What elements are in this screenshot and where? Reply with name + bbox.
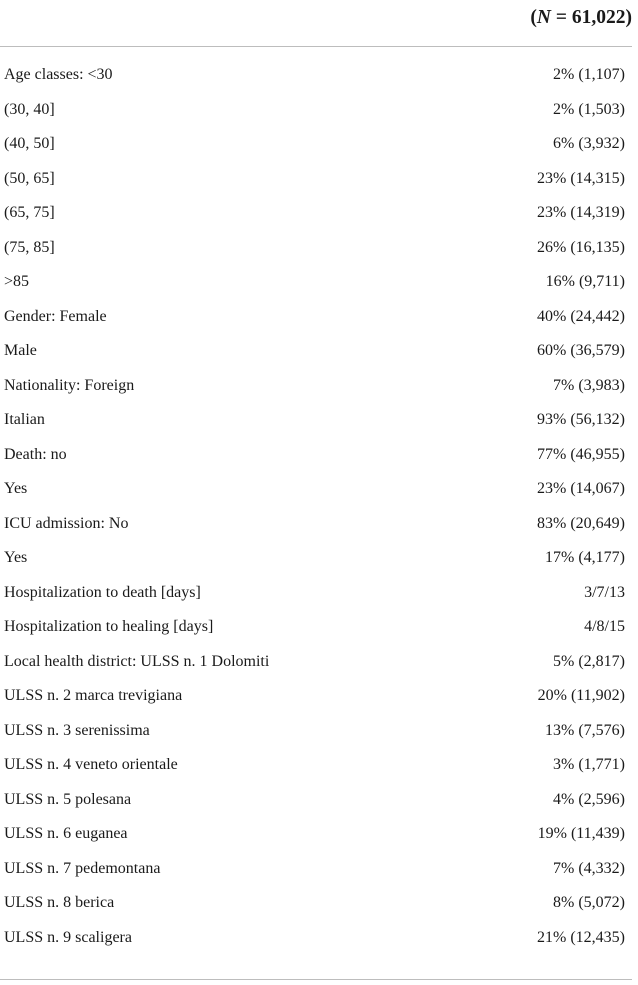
row-value: 77% (46,955) [537, 445, 625, 463]
table-header [0, 0, 638, 46]
table-row [0, 403, 638, 438]
row-label: Yes [4, 549, 28, 566]
table-row [0, 714, 638, 749]
row-value: 4/8/15 [584, 618, 625, 635]
table-row [0, 300, 638, 335]
row-value: 3% (1,771) [553, 756, 625, 773]
sample-size-open-paren: ( [530, 7, 537, 28]
table-row [0, 817, 638, 852]
row-value: 83% (20,649) [537, 514, 625, 532]
row-label: ULSS n. 5 polesana [4, 790, 132, 808]
table-row [0, 369, 638, 404]
row-value: 5% (2,817) [553, 652, 625, 670]
row-value: 60% (36,579) [537, 342, 625, 359]
table-row [0, 541, 638, 576]
row-value: 93% (56,132) [537, 411, 625, 428]
sample-size-value: = 61,022 [551, 7, 626, 28]
sample-size-symbol: N [536, 7, 551, 28]
row-label: ULSS n. 7 pedemontana [4, 859, 161, 877]
row-value: 13% (7,576) [545, 721, 625, 739]
table-row [0, 783, 638, 818]
row-value: 23% (14,319) [537, 204, 625, 221]
row-value: 40% (24,442) [537, 307, 625, 325]
row-label: (40, 50] [4, 135, 55, 152]
row-value: 8% (5,072) [553, 894, 625, 911]
row-value: 3/7/13 [584, 583, 625, 601]
row-label: Italian [4, 411, 45, 428]
row-value: 26% (16,135) [537, 238, 625, 256]
table-row [0, 265, 638, 300]
table-row [0, 886, 638, 921]
row-label: Yes [4, 480, 28, 497]
row-label: (75, 85] [4, 238, 55, 256]
row-value: 19% (11,439) [537, 825, 625, 842]
table-row [0, 196, 638, 231]
table-row [0, 472, 638, 507]
row-label: Death: no [4, 445, 67, 463]
row-label: Nationality: Foreign [4, 376, 135, 394]
row-label: (30, 40] [4, 100, 55, 118]
row-value: 17% (4,177) [545, 549, 625, 566]
table-body [0, 58, 638, 955]
row-value: 7% (3,983) [553, 376, 625, 394]
table-row [0, 507, 638, 542]
row-value: 20% (11,902) [537, 687, 625, 704]
row-label: ULSS n. 2 marca trevigiana [4, 687, 183, 704]
row-label: Gender: Female [4, 307, 107, 325]
table-row [0, 576, 638, 611]
row-label: (65, 75] [4, 204, 55, 221]
row-label: >85 [4, 273, 30, 290]
row-label: Local health district: ULSS n. 1 Dolomiti [4, 652, 270, 670]
table-row [0, 231, 638, 266]
row-label: ULSS n. 3 serenissima [4, 721, 150, 739]
row-label: ULSS n. 6 euganea [4, 825, 128, 842]
row-value: 23% (14,315) [537, 169, 625, 187]
row-value: 23% (14,067) [537, 480, 625, 497]
table-row [0, 162, 638, 197]
table-row [0, 852, 638, 887]
table-row [0, 645, 638, 680]
row-value: 2% (1,107) [553, 66, 625, 83]
row-value: 2% (1,503) [553, 100, 625, 118]
table-row [0, 334, 638, 369]
row-label: ULSS n. 4 veneto orientale [4, 756, 178, 773]
row-value: 7% (4,332) [553, 859, 625, 877]
row-value: 21% (12,435) [537, 928, 625, 946]
table-row [0, 58, 638, 93]
table-bottom-rule [0, 979, 632, 980]
row-value: 16% (9,711) [545, 273, 625, 290]
table-row [0, 748, 638, 783]
header-divider [0, 46, 632, 47]
row-label: ICU admission: No [4, 514, 129, 532]
row-label: ULSS n. 8 berica [4, 894, 115, 911]
row-label: (50, 65] [4, 169, 55, 187]
row-label: Male [4, 342, 37, 359]
row-value: 6% (3,932) [553, 135, 625, 152]
table-row [0, 679, 638, 714]
table-row [0, 127, 638, 162]
table-row [0, 93, 638, 128]
row-value: 4% (2,596) [553, 790, 625, 808]
row-label: Hospitalization to healing [days] [4, 618, 214, 635]
table-row [0, 610, 638, 645]
row-label: Hospitalization to death [days] [4, 583, 201, 601]
sample-size-close-paren: ) [625, 7, 632, 28]
table-row [0, 438, 638, 473]
sample-size-heading [530, 6, 632, 30]
row-label: ULSS n. 9 scaligera [4, 928, 132, 946]
row-label: Age classes: <30 [4, 66, 113, 83]
table-row [0, 921, 638, 956]
